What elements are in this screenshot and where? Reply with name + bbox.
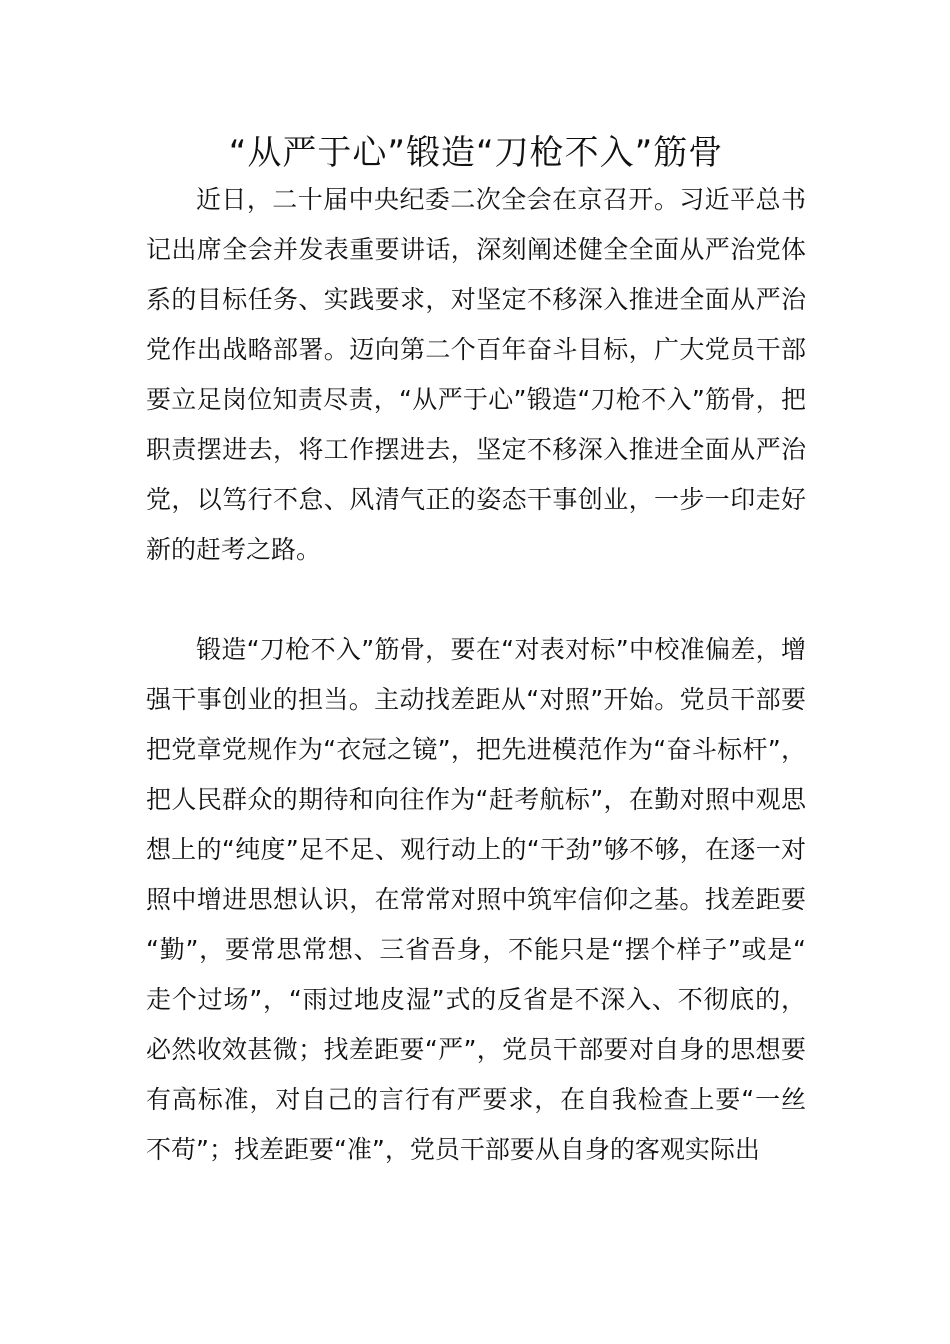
document-title: “从严于心”锻造“刀枪不入”筋骨	[228, 133, 724, 173]
paragraph-1: 近日，二十届中央纪委二次全会在京召开。习近平总书记出席全会并发表重要讲话，深刻阐述健全全面从严治党体系的目标任务、实践要求，对坚定不移深入推进全面从严治党作出战略部署。迈向第二个百年奋斗目标，广大党员干部要立足岗位知责尽责，“从严于心”锻造“刀枪不入”筋骨，把职责摆进去，将工作摆进去，坚定不移深入推进全面从严治党，以笃行不怠、风清气正的姿态干事创业，一步一印走好新的赶考之路。	[146, 185, 806, 564]
paragraph-2: 锻造“刀枪不入”筋骨，要在“对表对标”中校准偏差，增强干事创业的担当。主动找差距从“对照”开始。党员干部要把党章党规作为“衣冠之镜”，把先进模范作为“奋斗标杆”，把人民群众的期待和向往作为“赶考航标”，在勤对照中观思想上的“纯度”足不足、观行动上的“干劲”够不够，在逐一对照中增进思想认识，在常常对照中筑牢信仰之基。找差距要“勤”，要常思常想、三省吾身，不能只是“摆个样子”或是“走个过场”，“雨过地皮湿”式的反省是不深入、不彻底的，必然收效甚微；找差距要“严”，党员干部要对自身的思想要有高标准，对自己的言行有严要求，在自我检查上要“一丝不苟”；找差距要“准”，党员干部要从自身的客观实际出	[146, 635, 806, 1164]
